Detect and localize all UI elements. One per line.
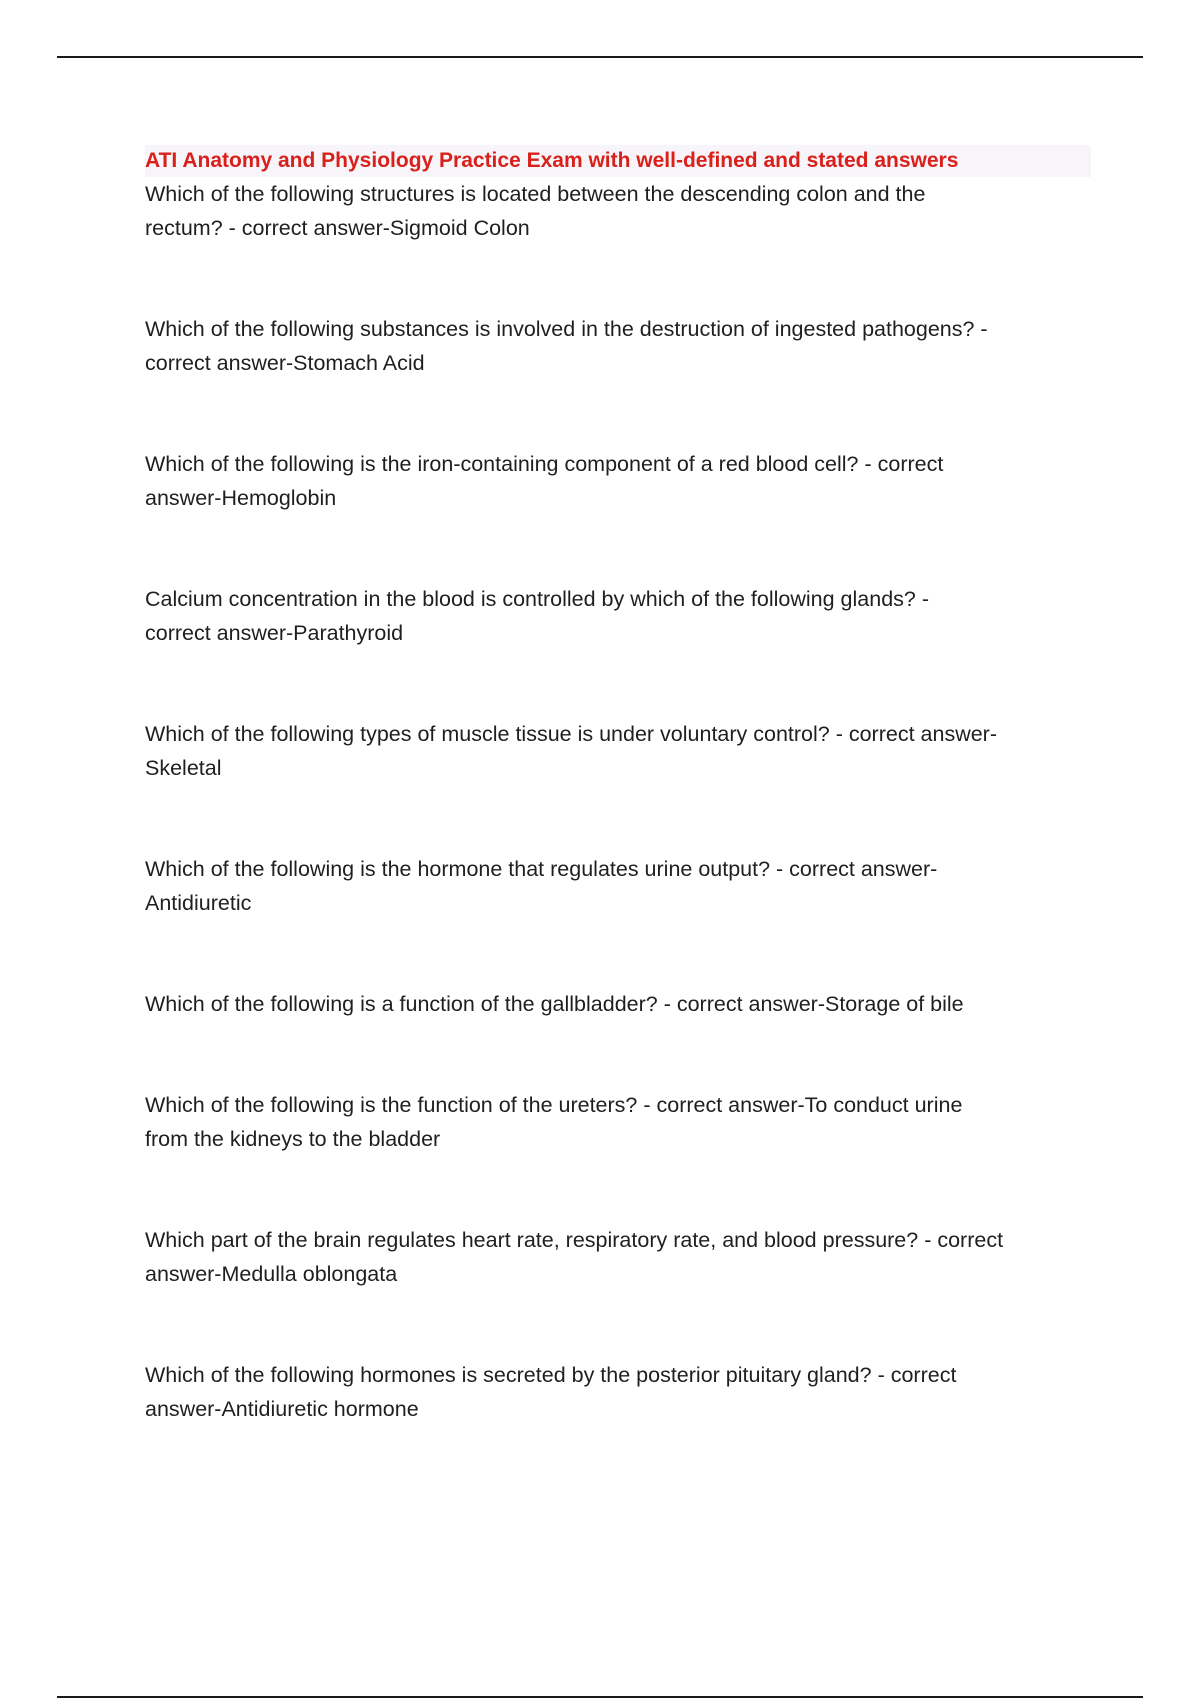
- qa-line: Which of the following is the hormone that regulates urine output? - correct answer-: [145, 857, 938, 881]
- qa-item: [145, 717, 1091, 785]
- qa-line: correct answer-Stomach Acid: [145, 351, 425, 375]
- document-title: ATI Anatomy and Physiology Practice Exam with well-defined and stated answers: [145, 145, 1091, 177]
- qa-line: Which of the following structures is located between the descending colon and the: [145, 182, 926, 206]
- qa-item: [145, 1088, 1091, 1156]
- qa-line: Antidiuretic: [145, 891, 252, 915]
- qa-item: [145, 447, 1091, 515]
- qa-item: [145, 1223, 1091, 1291]
- qa-item: [145, 177, 1091, 245]
- qa-line: rectum? - correct answer-Sigmoid Colon: [145, 216, 530, 240]
- document-body: [145, 145, 1091, 1426]
- qa-item: [145, 312, 1091, 380]
- qa-item: [145, 1358, 1091, 1426]
- qa-item: [145, 987, 1091, 1021]
- qa-line: Skeletal: [145, 756, 222, 780]
- qa-line: answer-Hemoglobin: [145, 486, 337, 510]
- qa-list: [145, 177, 1091, 1426]
- bottom-rule: [57, 1696, 1143, 1698]
- qa-item: [145, 852, 1091, 920]
- qa-line: answer-Medulla oblongata: [145, 1262, 398, 1286]
- qa-item: [145, 582, 1091, 650]
- qa-line: Which of the following types of muscle tissue is under voluntary control? - correct answer-: [145, 722, 998, 746]
- top-rule: [57, 56, 1143, 58]
- qa-line: Which of the following is the iron-containing component of a red blood cell? - correct: [145, 452, 944, 476]
- qa-line: Which part of the brain regulates heart rate, respiratory rate, and blood pressure? - correct: [145, 1228, 1004, 1252]
- qa-line: answer-Antidiuretic hormone: [145, 1397, 419, 1421]
- qa-line: correct answer-Parathyroid: [145, 621, 404, 645]
- qa-line: from the kidneys to the bladder: [145, 1127, 441, 1151]
- qa-line: Calcium concentration in the blood is controlled by which of the following glands? -: [145, 587, 929, 611]
- qa-line: Which of the following substances is involved in the destruction of ingested pathogens? -: [145, 317, 988, 341]
- qa-line: Which of the following is the function of the ureters? - correct answer-To conduct urine: [145, 1093, 963, 1117]
- qa-line: Which of the following hormones is secreted by the posterior pituitary gland? - correct: [145, 1363, 957, 1387]
- qa-line: Which of the following is a function of the gallbladder? - correct answer-Storage of bile: [145, 992, 964, 1016]
